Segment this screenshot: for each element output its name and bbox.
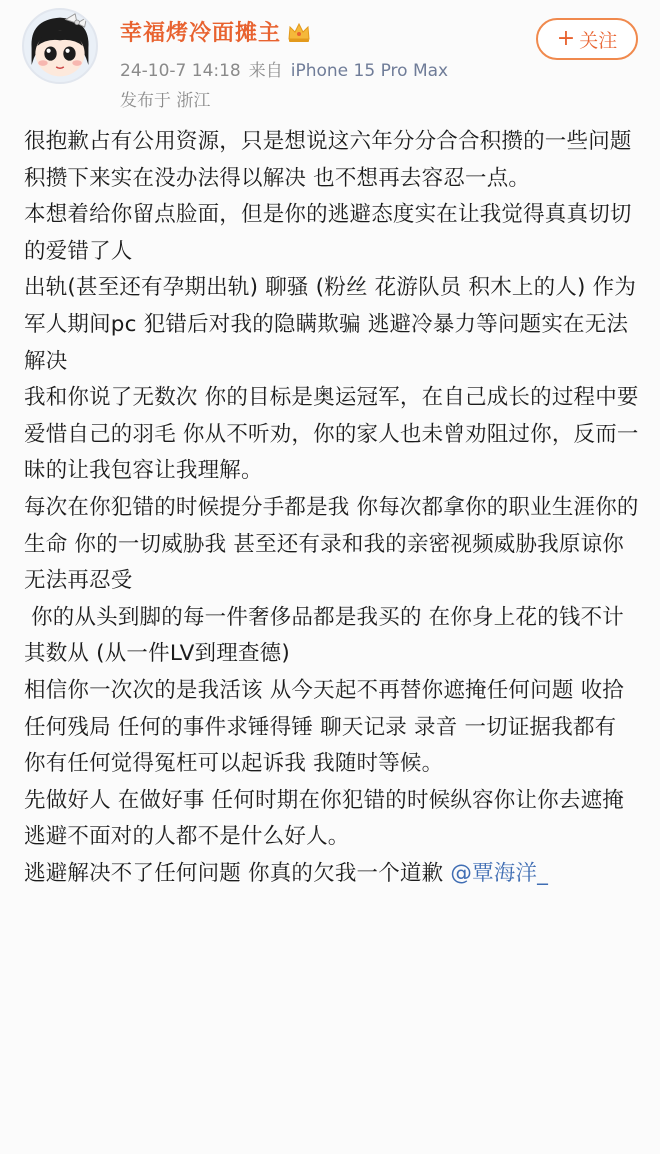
post-location: 发布于 浙江 bbox=[120, 91, 211, 111]
crown-icon bbox=[287, 21, 311, 43]
post-timestamp: 24-10-7 14:18 bbox=[120, 61, 241, 81]
post-paragraph: 出轨(甚至还有孕期出轨) 聊骚 (粉丝 花游队员 积木上的人) 作为军人期间pc 犯错后对我的隐瞒欺骗 逃避冷暴力等问题实在无法解决 bbox=[24, 275, 637, 374]
post-paragraph: 无法再忍受 bbox=[24, 568, 133, 594]
post-paragraph: 先做好人 在做好事 任何时期在你犯错的时候纵容你让你去遮掩逃避不面对的人都不是什么好人。 bbox=[24, 787, 624, 850]
username[interactable] bbox=[120, 16, 311, 47]
user-mention-link[interactable]: @覃海洋_ bbox=[450, 860, 549, 886]
post-header bbox=[0, 0, 660, 118]
post-paragraph: 你的从头到脚的每一件奢侈品都是我买的 在你身上花的钱不计其数从 (从一件LV到理查德) bbox=[24, 604, 624, 667]
post-paragraph-last bbox=[24, 856, 640, 893]
avatar[interactable] bbox=[22, 8, 98, 84]
post-paragraph: 很抱歉占有公用资源，只是想说这六年分分合合积攒的一些问题积攒下来实在没办法得以解决 也不想再去容忍一点。 bbox=[24, 129, 632, 191]
follow-button[interactable] bbox=[536, 18, 638, 60]
username-text[interactable]: 幸福烤冷面摊主 bbox=[120, 21, 282, 46]
post-paragraph: 本想着给你留点脸面，但是你的逃避态度实在让我觉得真真切切的爱错了人 bbox=[24, 202, 632, 264]
post-paragraph: 相信你一次次的是我活该 从今天起不再替你遮掩任何问题 收拾任何残局 任何的事件求锤得锤 聊天记录 录音 一切证据我都有 你有任何觉得冤枉可以起诉我 我随时等候。 bbox=[24, 677, 624, 777]
cartoon-girl-avatar-icon bbox=[24, 10, 96, 82]
post-paragraph: 每次在你犯错的时候提分手都是我 你每次都拿你的职业生涯你的生命 你的一切威胁我 甚至还有录和我的亲密视频威胁我原谅你 bbox=[24, 494, 639, 557]
post-content bbox=[24, 124, 640, 892]
post-last-text: 逃避解决不了任何问题 你真的欠我一个道歉 bbox=[24, 860, 451, 886]
post-meta bbox=[120, 56, 448, 81]
plus-icon: + bbox=[556, 26, 576, 51]
via-label: 来自 bbox=[248, 61, 283, 81]
device-name: iPhone 15 Pro Max bbox=[290, 61, 449, 81]
post-paragraph: 我和你说了无数次 你的目标是奥运冠军，在自己成长的过程中要爱惜自己的羽毛 你从不听劝，你的家人也未曾劝阻过你，反而一昧的让我包容让我理解。 bbox=[24, 385, 639, 484]
follow-button-label: 关注 bbox=[579, 29, 618, 52]
